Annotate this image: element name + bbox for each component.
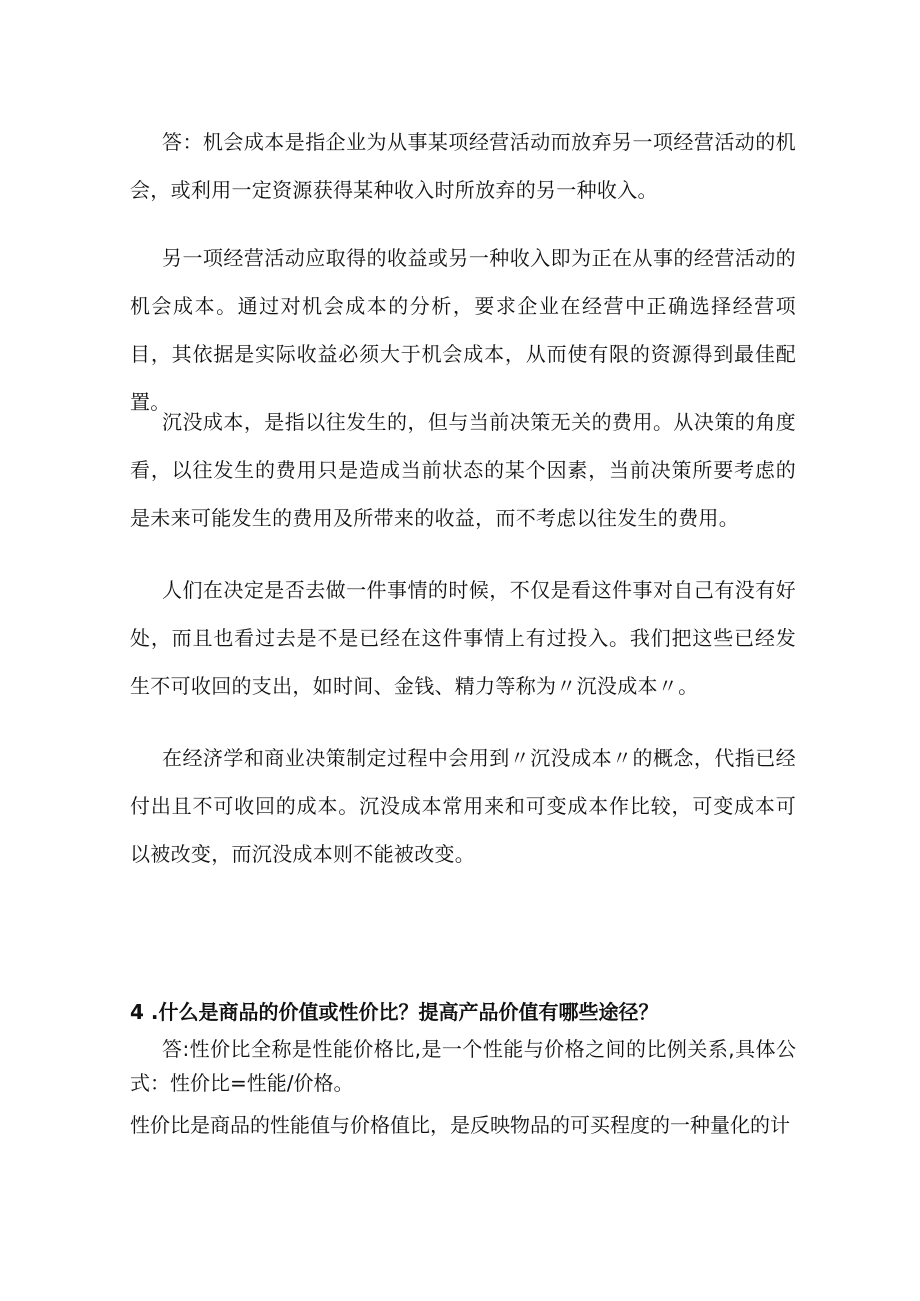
paragraph-price-performance-definition: 性价比是商品的性能值与价格值比，是反映物品的可买程度的一种量化的计 [130,1113,790,1137]
paragraph-price-performance-answer: 答:性价比全称是性能价格比,是一个性能与价格之间的比例关系,具体公式：性价比=性能/价格。 [130,1037,796,1095]
paragraph-opportunity-cost-definition: 答：机会成本是指企业为从事某项经营活动而放弃另一项经营活动的机会，或利用一定资源获得某种收入时所放弃的另一种收入。 [130,130,796,202]
paragraph-sunk-cost-concept: 在经济学和商业决策制定过程中会用到〃沉没成本〃的概念，代指已经付出且不可收回的成本。沉没成本常用来和可变成本作比较，可变成本可以被改变，而沉没成本则不能被改变。 [130,746,796,866]
paragraph-sunk-cost-definition: 沉没成本，是指以往发生的，但与当前决策无关的费用。从决策的角度看，以往发生的费用只是造成当前状态的某个因素，当前决策所要考虑的是未来可能发生的费用及所带来的收益，而不考虑以往发生的费用。 [130,410,796,530]
question-heading: 4 .什么是商品的价值或性价比？提高产品价值有哪些途径？ [130,1000,659,1024]
paragraph-opportunity-cost-analysis: 另一项经营活动应取得的收益或另一种收入即为正在从事的经营活动的机会成本。通过对机会成本的分析，要求企业在经营中正确选择经营项目，其依据是实际收益必须大于机会成本，从而使有限的资源得到最佳配置。 [130,246,796,414]
paragraph-sunk-cost-example: 人们在决定是否去做一件事情的时候，不仅是看这件事对自己有没有好处，而且也看过去是不是已经在这件事情上有过投入。我们把这些已经发生不可收回的支出，如时间、金钱、精力等称为〃沉没成本〃。 [130,578,796,698]
